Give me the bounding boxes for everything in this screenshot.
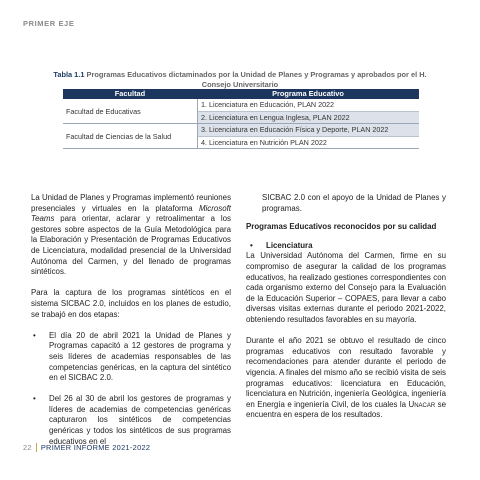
- bullet-icon: •: [33, 330, 36, 340]
- page-number: 22: [23, 443, 37, 452]
- list-item: [31, 331, 231, 384]
- text-run: Durante el año 2021 se obtuvo el resultado de cinco programas educativos con resultado favorable y recomendaciones para atender durante el periodo de vigencia. A finales del mismo año se recibió visita de seis programas educativos: licenciatura en Educación, licenciatura en Nutrición, ingeniería Geológica, ingeniería en Energía e ingeniería Civil, de los cuales la: [246, 336, 447, 409]
- list-item: [31, 394, 231, 447]
- small-caps-text: Unacar: [408, 399, 436, 409]
- right-column: [246, 193, 446, 421]
- paragraph: [31, 193, 231, 278]
- left-column: [31, 193, 231, 447]
- section-heading: Programas Educativos reconocidos por su calidad: [246, 222, 437, 232]
- programs-table: [63, 89, 419, 149]
- table-caption: [40, 70, 440, 89]
- table-number: Tabla 1.1: [53, 70, 85, 79]
- list-item-text: Del 26 al 30 de abril los gestores de programas y líderes de academias de competencias genéricas capturaron los sintéticos de competencias genéricas y todos los sintéticos de sus programas educativos en el: [49, 394, 231, 446]
- table-group-educativas: [63, 99, 419, 124]
- header-facultad: Facultad: [114, 89, 146, 98]
- program-cell: 4. Licenciatura en Nutrición PLAN 2022: [198, 136, 419, 149]
- table-group-salud: [63, 124, 419, 149]
- italic-text: Microsoft Teams: [31, 203, 231, 224]
- sub-heading-item: [246, 241, 446, 252]
- program-cell: 1. Licenciatura en Educación, PLAN 2022: [201, 100, 335, 109]
- bullet-icon: •: [33, 394, 36, 404]
- text-run: La Unidad de Planes y Programas implementó reuniones presenciales y virtuales en la plataforma: [31, 193, 232, 213]
- list-item-continuation: SICBAC 2.0 con el apoyo de la Unidad de Planes y programas.: [262, 193, 446, 213]
- list-item-text: El día 20 de abril 2021 la Unidad de Planes y Programas capacitó a 12 gestores de programa y seis líderes de academias responsables de las competencias genéricas, en la captura del sintético en el SICBAC 2.0.: [49, 330, 231, 383]
- table-caption-text: Programas Educativos dictaminados por la Unidad de Planes y Programas y aprobados por el H. Consejo Universitario: [86, 70, 427, 89]
- program-cell: 2. Licenciatura en Lengua Inglesa, PLAN 2022: [198, 111, 419, 124]
- program-cell: 3. Licenciatura en Educación Física y Deporte, PLAN 2022: [198, 124, 419, 136]
- sub-heading-label: Licenciatura: [266, 240, 313, 250]
- table-header-row: [63, 89, 419, 99]
- section-label: PRIMER EJE: [23, 19, 75, 28]
- footer-title: PRIMER INFORME 2021-2022: [40, 443, 151, 452]
- text-run: para orientar, aclarar y retroalimentar a los gestores sobre aspectos de la Guía Metodológica para la Elaboración y Presentación de Programas Educativos de Licenciatura, modalidad presencial de la Universidad Autónoma del Carmen, y del llenado de programas sintéticos.: [31, 214, 231, 277]
- paragraph: Para la captura de los programas sintéticos en el sistema SICBAC 2.0, incluidos en los planes de estudio, se trabajó en dos etapas:: [31, 288, 231, 319]
- text-run: se encuentra en espera de los resultados.: [246, 399, 446, 420]
- header-programa: Programa Educativo: [272, 89, 344, 98]
- page-footer: [23, 443, 150, 452]
- faculty-cell: Facultad de Educativas: [66, 106, 141, 116]
- paragraph: La Universidad Autónoma del Carmen, firme en su compromiso de asegurar la calidad de los programas educativos, ha realizado gestiones correspondientes con cada organismo externo del Consejo para la Evaluación de la Educación Superior – COPAES, para llevar a cabo diversas visitas externas durante el periodo 2021-2022, obteniendo resultados favorables en su mayoría.: [246, 251, 446, 324]
- paragraph: [246, 336, 446, 421]
- faculty-cell: Facultad de Ciencias de la Salud: [66, 131, 172, 141]
- bullet-icon: •: [250, 240, 253, 250]
- program-list: [197, 124, 419, 148]
- program-list: [197, 99, 419, 123]
